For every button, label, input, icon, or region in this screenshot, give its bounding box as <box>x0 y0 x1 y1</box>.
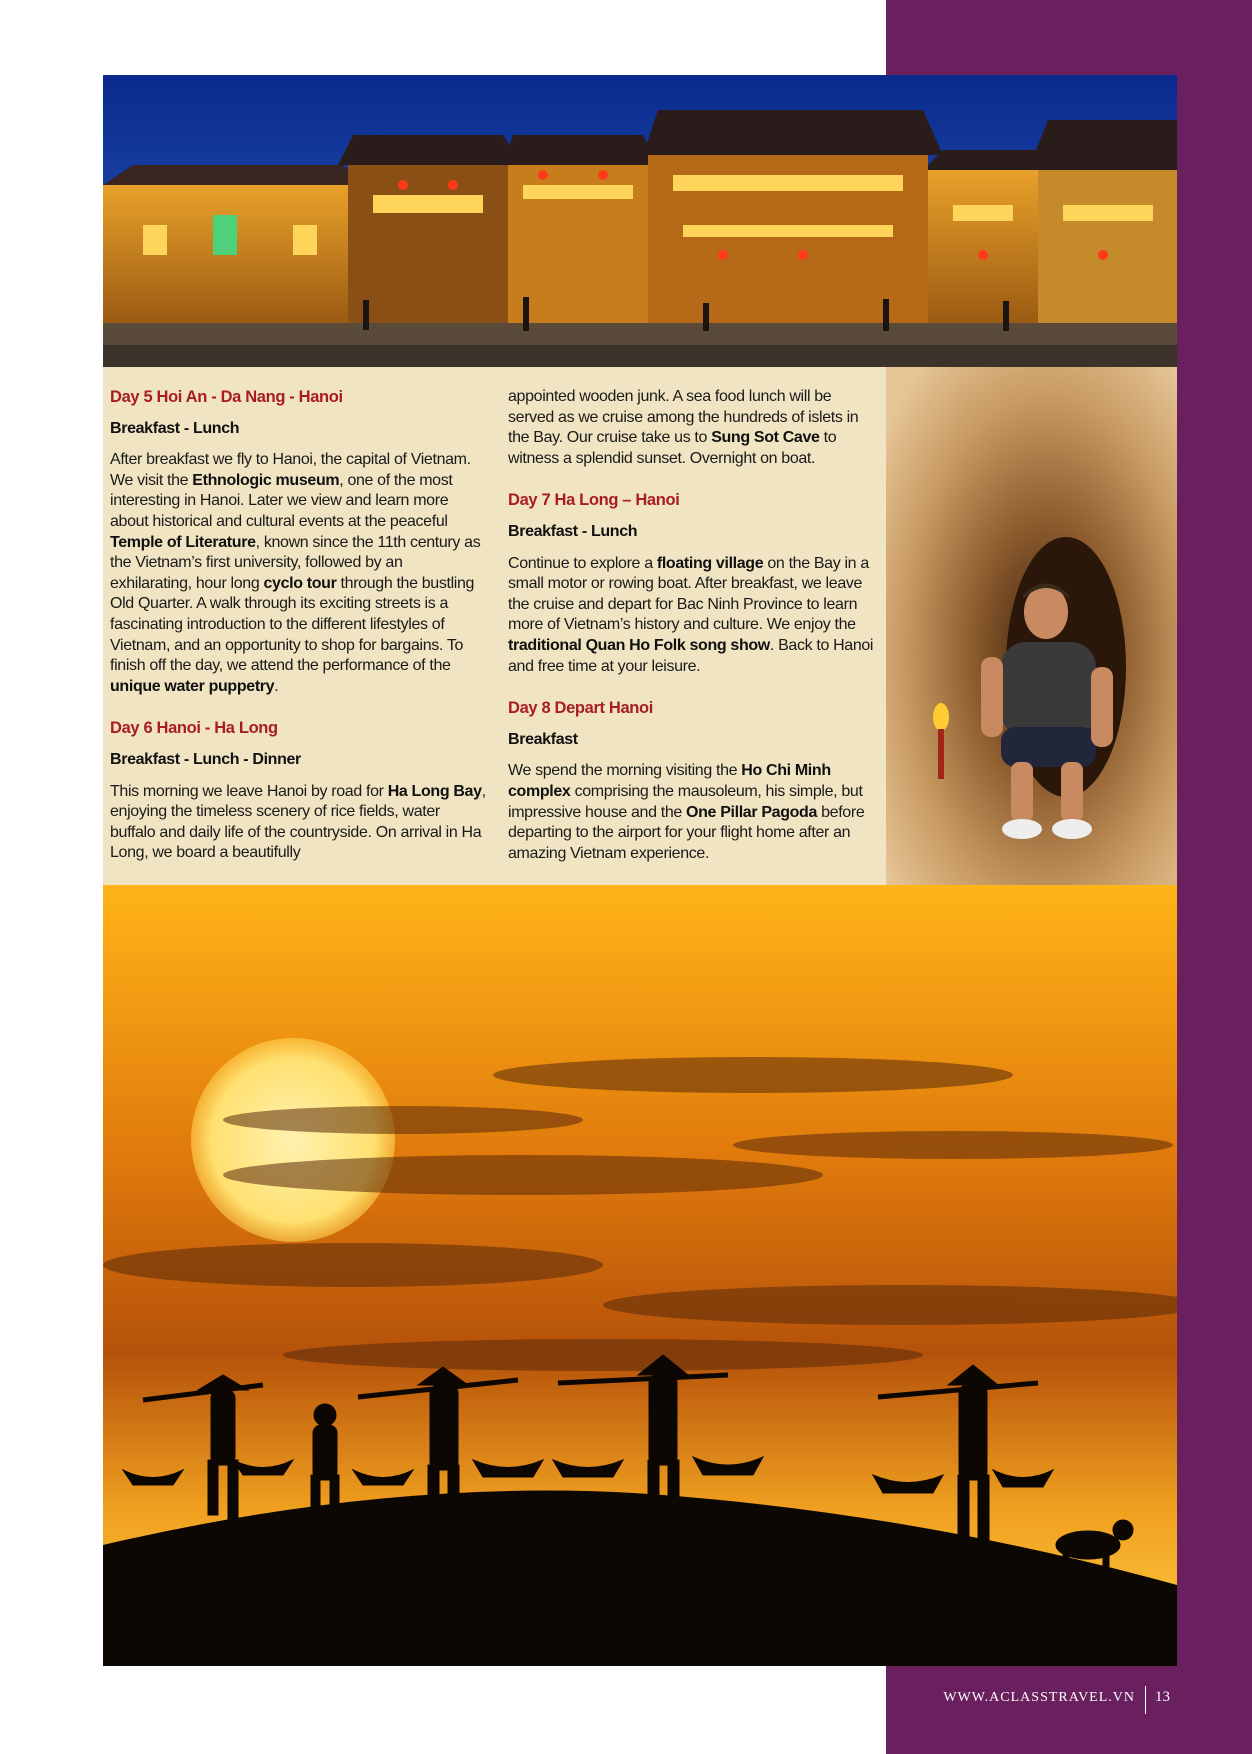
day-title: Day 8 Depart Hanoi <box>508 699 653 718</box>
cu-chi-tunnel-photo <box>886 367 1177 885</box>
sunset-silhouette-photo <box>103 885 1177 1666</box>
day-description: After breakfast we fly to Hanoi, the capital of Vietnam. We visit the Ethnologic museum, one of the most interesting in Hanoi. Later we view and learn more about historical and cultural events at the peaceful Temple of Literature, known since the 11th century as the Vietnam’s first university, followed by an exhilarating, hour long cyclo tour through the bustling Old Quarter. A walk through its exciting streets is a fascinating introduction to the different lifestyles of Vietnam, and an opportunity to shop for bargains. To finish off the day, we attend the performance of the unique water puppetry. <box>110 451 481 695</box>
meals-line: Breakfast <box>508 730 578 748</box>
day-title: Day 6 Hanoi - Ha Long <box>110 719 278 738</box>
day-6-continued: appointed wooden junk. A sea food lunch will be served as we cruise among the hundreds of islets in the Bay. Our cruise take us to Sung Sot Cave to witness a splendid sunset. Overnight on boat. <box>508 388 859 467</box>
day-7-section <box>508 490 880 677</box>
day-title: Day 7 Ha Long – Hanoi <box>508 491 680 510</box>
meals-line: Breakfast - Lunch - Dinner <box>110 750 301 768</box>
page-footer <box>943 1686 1170 1710</box>
meals-line: Breakfast - Lunch <box>110 419 240 437</box>
meals-line: Breakfast - Lunch <box>508 522 638 540</box>
itinerary-column-left <box>110 387 486 875</box>
day-8-section <box>508 698 880 864</box>
day-5-section <box>110 387 486 697</box>
day-description: Continue to explore a floating village on the Bay in a small motor or rowing boat. After breakfast, we leave the cruise and depart for Bac Ninh Province to learn more of Vietnam’s history and culture. We enjoy the traditional Quan Ho Folk song show. Back to Hanoi and free time at your leisure. <box>508 554 874 675</box>
day-6-section <box>110 718 486 864</box>
website-url[interactable]: WWW.ACLASSTRAVEL.VN <box>943 1690 1135 1705</box>
footer-divider <box>1145 1686 1146 1714</box>
day-description: This morning we leave Hanoi by road for Ha Long Bay, enjoying the timeless scenery of rice fields, water buffalo and daily life of the countryside. On arrival in Ha Long, we board a beautifully <box>110 782 486 862</box>
hoi-an-night-photo <box>103 75 1177 367</box>
day-title: Day 5 Hoi An - Da Nang - Hanoi <box>110 388 343 406</box>
itinerary-column-right <box>508 387 880 875</box>
day-description: We spend the morning visiting the Ho Chi Minh complex comprising the mausoleum, his simple, but impressive house and the One Pillar Pagoda before departing to the airport for your flight home after an amazing Vietnam experience. <box>508 762 865 862</box>
page-number: 13 <box>1155 1689 1170 1705</box>
